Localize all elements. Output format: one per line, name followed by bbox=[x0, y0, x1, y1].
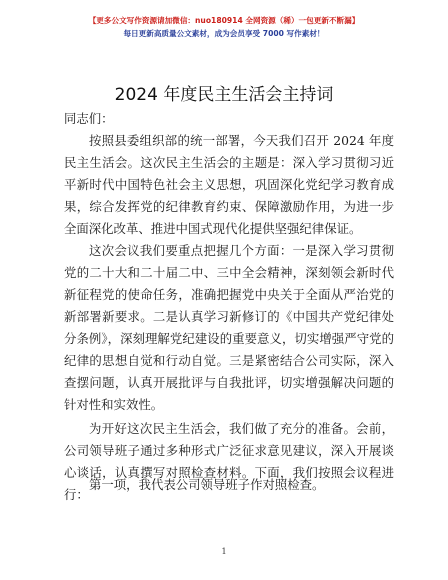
paragraph-3: 为开好这次民主生活会，我们做了充分的准备。会前，公司领导班子通过多种形式广泛征求意见建议，深入开展谈心谈话，认真撰写对照检查材料。下面，我们按照会议程进行： bbox=[64, 421, 394, 502]
promo-banner-line-2: 每日更新高质量公文素材，成为会员享受 7000 写作素材！ bbox=[123, 29, 325, 38]
paragraph-1: 按照县委组织部的统一部署，今天我们召开 2024 年度民主生活会。这次民主生活会的主题是：深入学习贯彻习近平新时代中国特色社会主义思想，巩固深化党纪学习教育成果，综合发挥党的纪律教育约束、保障激励作用，为进一步全面深化改革、推进中国式现代化提供坚强纪律保证。 bbox=[64, 133, 394, 236]
page-number: 1 bbox=[221, 547, 227, 556]
paragraph-2: 这次会议我们要重点把握几个方面：一是深入学习贯彻党的二十大和二十届二中、三中全会精神，深刻领会新时代新征程党的使命任务，准确把握党中央关于全面从严治党的新部署新要求。二是认真学习新修订的《中国共产党纪律处分条例》，深刻理解党纪建设的重要意义，切实增强严守党的纪律的思想自觉和行动自觉。三是紧密结合公司实际，深入查摆问题，认真开展批评与自我批评，切实增强解决问题的针对性和实效性。 bbox=[64, 243, 394, 412]
promo-banner-line-1: 【更多公文写作资源请加微信：nuo180914 全网资源（稀）一包更新不断漏】 bbox=[88, 16, 360, 25]
paragraph-4: 第一项，我代表公司领导班子作对照检查。 bbox=[89, 477, 325, 492]
greeting: 同志们： bbox=[64, 111, 114, 126]
document-title: 2024 年度民主生活会主持词 bbox=[114, 85, 334, 105]
